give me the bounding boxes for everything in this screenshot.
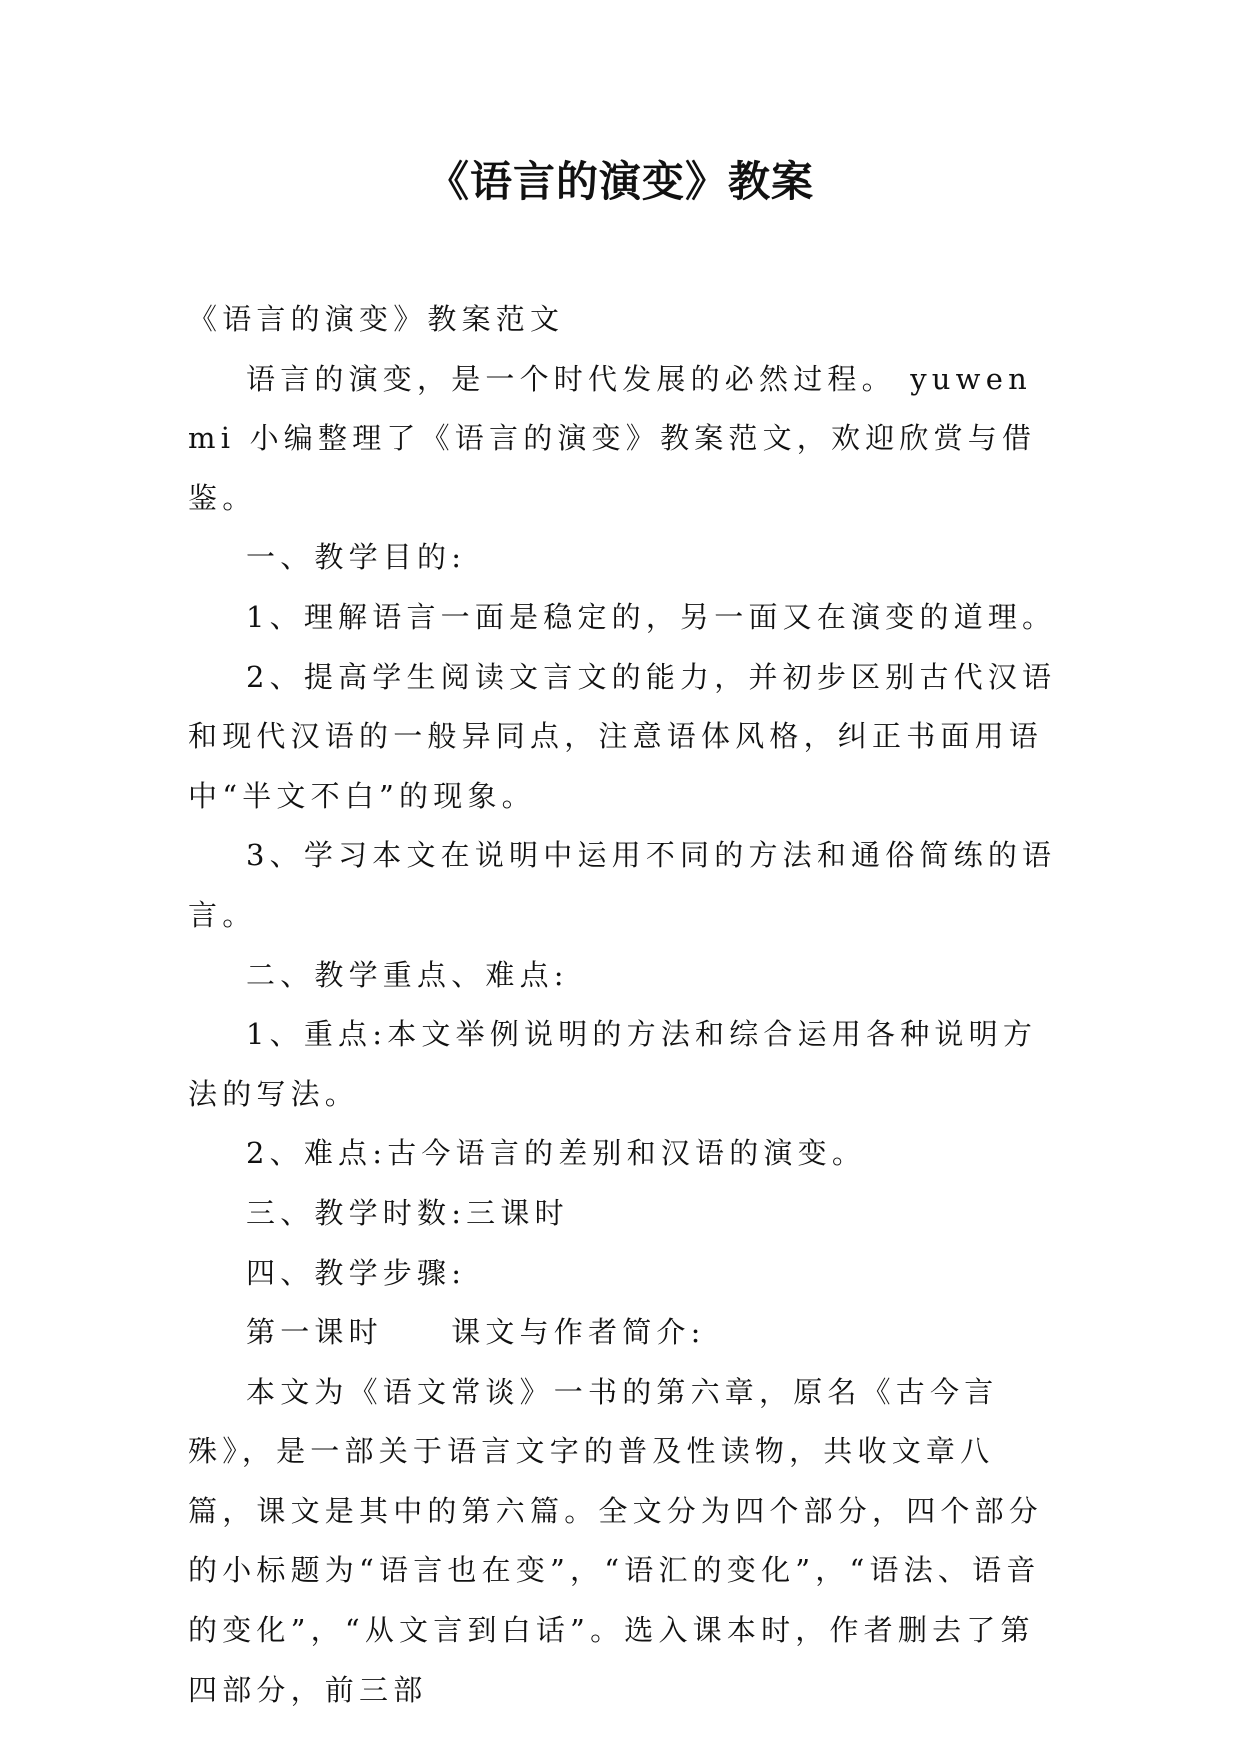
objective-item-3: 3、学习本文在说明中运用不同的方法和通俗简练的语言。	[188, 838, 1057, 932]
lesson-one-paragraph: 本文为《语文常谈》一书的第六章，原名《古今言殊》，是一部关于语言文字的普及性读物，共收文章八篇，课文是其中的第六篇。全文分为四个部分，四个部分的小标题为“语言也在变”，“语汇的变化”，“语法、语音的变化”，“从文言到白话”。选入课本时，作者删去了第四部分，前三部	[188, 1374, 1044, 1707]
document-body	[188, 290, 1058, 1720]
lesson-one-heading: 第一课时 课文与作者简介:	[246, 1315, 706, 1350]
key-point-item-1: 1、重点:本文举例说明的方法和综合运用各种说明方法的写法。	[188, 1017, 1038, 1111]
document-title: 《语言的演变》教案	[426, 157, 814, 206]
objective-item-1: 1、理解语言一面是稳定的，另一面又在演变的道理。	[246, 599, 1057, 634]
objective-item-2: 2、提高学生阅读文言文的能力，并初步区别古代汉语和现代汉语的一般异同点，注意语体风格，纠正书面用语中“半文不白”的现象。	[188, 659, 1057, 813]
section-heading-objectives: 一、教学目的:	[246, 540, 467, 575]
section-heading-steps: 四、教学步骤:	[246, 1255, 467, 1290]
key-point-item-2: 2、难点:古今语言的差别和汉语的演变。	[246, 1136, 867, 1171]
subtitle-paragraph: 《语言的演变》教案范文	[188, 302, 565, 336]
section-heading-key-points: 二、教学重点、难点:	[246, 957, 569, 992]
intro-paragraph: 语言的演变，是一个时代发展的必然过程。 yuwenmi 小编整理了《语言的演变》教案范文，欢迎欣赏与借鉴。	[188, 361, 1037, 515]
section-heading-hours: 三、教学时数:三课时	[246, 1195, 569, 1230]
